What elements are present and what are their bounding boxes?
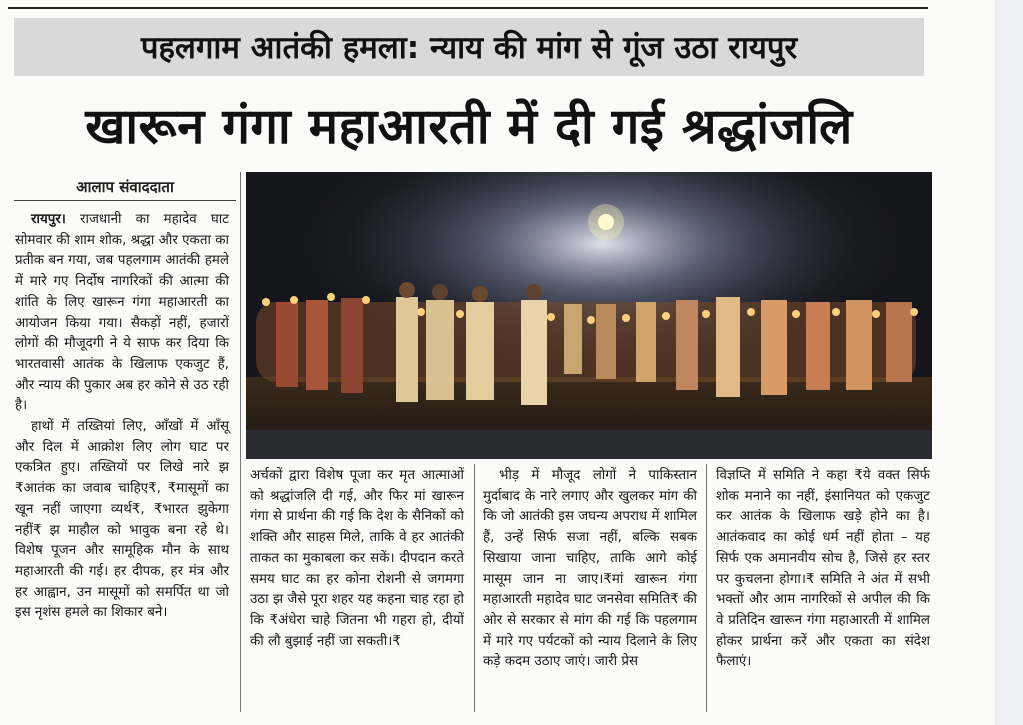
article-column-3 — [483, 466, 697, 673]
headline: खारून गंगा महाआरती में दी गई श्रद्धांजलि — [85, 98, 853, 155]
article-column-2 — [250, 466, 464, 652]
article-paragraph: राजधानी का महादेव घाट सोमवार की शाम शोक, श्रद्धा और एकता का प्रतीक बन गया, जब पहलगाम आतंकी हमले में मारे गए निर्दोष नागरिकों की आत्मा की शांति के लिए खारून गंगा महाआरती का आयोजन किया गया। सैकड़ों नहीं, हजारों लोगों की मौजूदगी ने ये साफ कर दिया कि भारतवासी आतंक के खिलाफ एकजुट हैं, और न्याय की पुकार अब हर कोने से उठ रही है। — [15, 212, 229, 414]
scroll-margin — [995, 0, 1023, 725]
column-divider — [706, 464, 707, 712]
kicker-heading: पहलगाम आतंकी हमला: न्याय की मांग से गूंज उठा रायपुर — [14, 18, 924, 76]
photo-icon — [246, 172, 932, 459]
article-paragraph: भीड़ में मौजूद लोगों ने पाकिस्तान मुर्दाबाद के नारे लगाए और खुलकर मांग की कि जो आतंकी इस जघन्य अपराध में शामिल हैं, उन्हें सिर्फ सजा नहीं, बल्कि सबक सिखाया जाना चाहिए, ताकि आगे कोई मासूम जान ना जाए।₹मां खारून गंगा महाआरती महादेव घाट जनसेवा समिति₹ की ओर से सरकार से मांग की गई कि पहलगाम में मारे गए पर्यटकों को न्याय दिलाने के लिए कड़े कदम उठाए जाएं। जारी प्रेस — [483, 468, 697, 670]
article-paragraph: अर्चकों द्वारा विशेष पूजा कर मृत आत्माओं को श्रद्धांजलि दी गई, और फिर मां खारून गंगा से प्रार्थना की गई कि देश के सैनिकों को शक्ति और साहस मिले, ताकि वे हर आतंकी ताकत का मुकाबला कर सकें। दीपदान करते समय घाट का हर कोना रोशनी से जगमगा उठा झ जैसे पूरा शहर यह कहना चाह रहा हो कि ₹अंधेरा चाहे जितना भी गहरा हो, दीयों की लौ बुझाई नहीं जा सकती।₹ — [250, 468, 464, 649]
article-column-4 — [716, 466, 930, 673]
article-paragraph: विज्ञप्ति में समिति ने कहा ₹ये वक्त सिर्फ शोक मनाने का नहीं, इंसानियत को एकजुट कर आतंक के खिलाफ खड़े होने का है। आतंकवाद का कोई धर्म नहीं होता – यह सिर्फ एक अमानवीय सोच है, जिसे हर स्तर पर कुचलना होगा।₹ समिति ने अंत में सभी भक्तों और आम नागरिकों से अपील की कि वे प्रतिदिन खारून गंगा महाआरती में शामिल होकर प्रार्थना करें और एकता का संदेश फैलाएं। — [716, 468, 930, 670]
top-rule — [8, 7, 928, 9]
aarti-photo — [246, 172, 932, 459]
article-paragraph: हाथों में तख्तियां लिए, आँखों में आँसू और दिल में आक्रोश लिए लोग घाट पर एकत्रित हुए। तख्तियों पर लिखे नारे झ ₹आतंक का जवाब चाहिए₹, ₹मासूमों का खून नहीं जाएगा व्यर्थ₹, ₹भारत झुकेगा नहीं₹ झ माहौल को भावुक बना रहे थे। विशेष पूजन और सामूहिक मौन के साथ महाआरती की गई। हर दीपक, हर मंत्र और हर आह्वान, उन मासूमों को समर्पित था जो इस नृशंस हमले का शिकार बने। — [15, 419, 229, 621]
byline: आलाप संवाददाता — [14, 174, 236, 201]
column-divider — [474, 464, 475, 712]
column-divider — [240, 172, 241, 712]
article-column-1 — [15, 210, 229, 624]
dateline: रायपुर। — [31, 212, 66, 227]
